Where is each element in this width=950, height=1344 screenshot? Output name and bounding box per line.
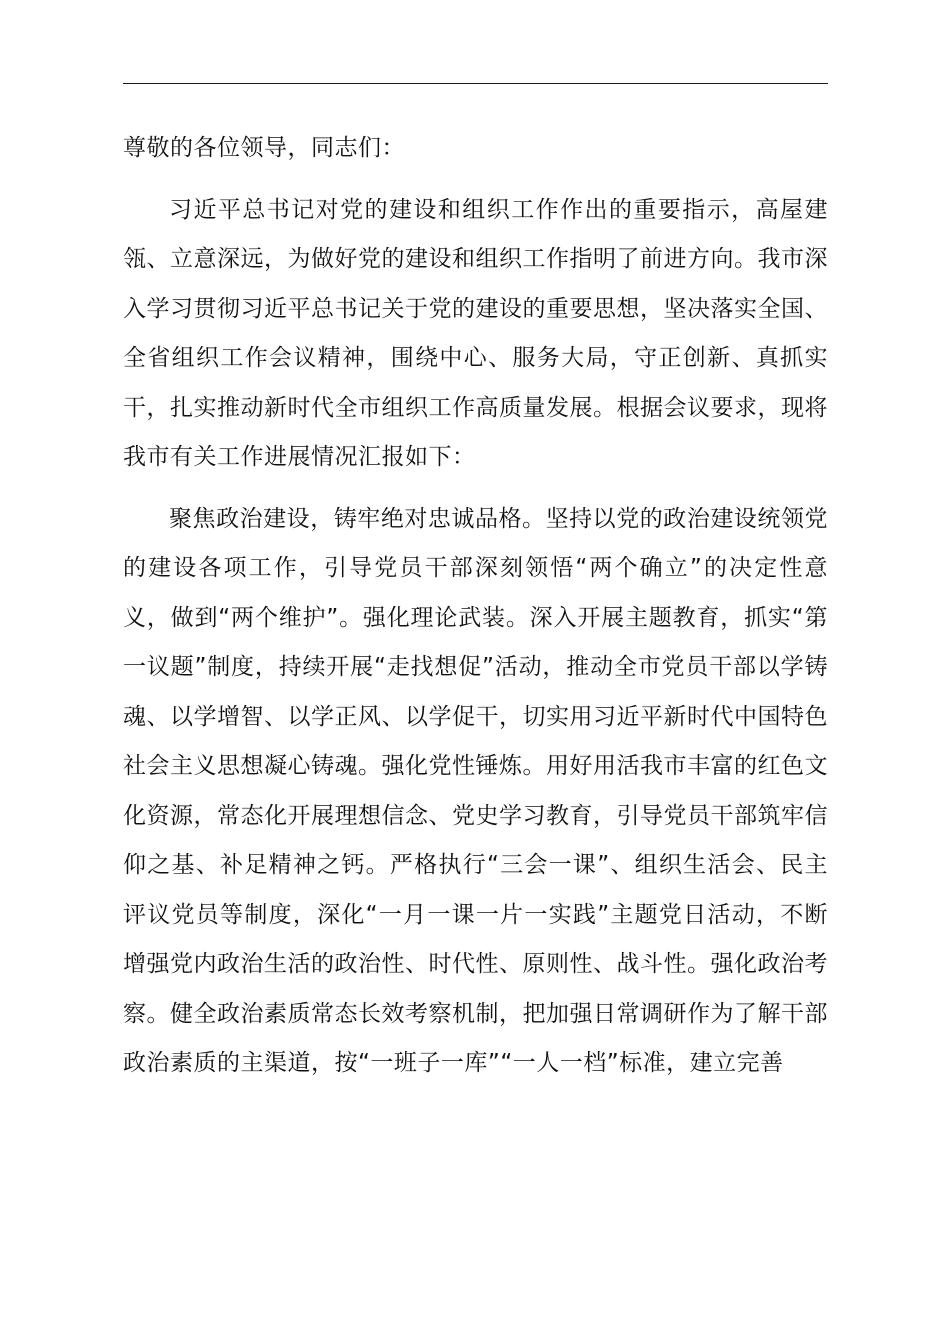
- paragraph-intro: 习近平总书记对党的建设和组织工作作出的重要指示，高屋建瓴、立意深远，为做好党的建设和组织工作指明了前进方向。我市深入学习贯彻习近平总书记关于党的建设的重要思想，坚决落实全国、全省组织工作会议精神，围绕中心、服务大局，守正创新、真抓实干，扎实推动新时代全市组织工作高质量发展。根据会议要求，现将我市有关工作进展情况汇报如下：: [123, 196, 828, 470]
- header-rule: [123, 83, 828, 84]
- document-body: [123, 124, 828, 1101]
- paragraph-political-building: 聚焦政治建设，铸牢绝对忠诚品格。坚持以党的政治建设统领党的建设各项工作，引导党员干部深刻领悟“两个确立”的决定性意义，做到“两个维护”。强化理论武装。深入开展主题教育，抓实“第一议题”制度，持续开展“走找想促”活动，推动全市党员干部以学铸魂、以学增智、以学正风、以学促干，切实用习近平新时代中国特色社会主义思想凝心铸魂。强化党性锤炼。用好用活我市丰富的红色文化资源，常态化开展理想信念、党史学习教育，引导党员干部筑牢信仰之基、补足精神之钙。严格执行“三会一课”、组织生活会、民主评议党员等制度，深化“一月一课一片一实践”主题党日活动，不断增强党内政治生活的政治性、时代性、原则性、战斗性。强化政治考察。健全政治素质常态长效考察机制，把加强日常调研作为了解干部政治素质的主渠道，按“一班子一库”“一人一档”标准，建立完善: [123, 505, 828, 1076]
- salutation: 尊敬的各位领导，同志们：: [123, 135, 405, 161]
